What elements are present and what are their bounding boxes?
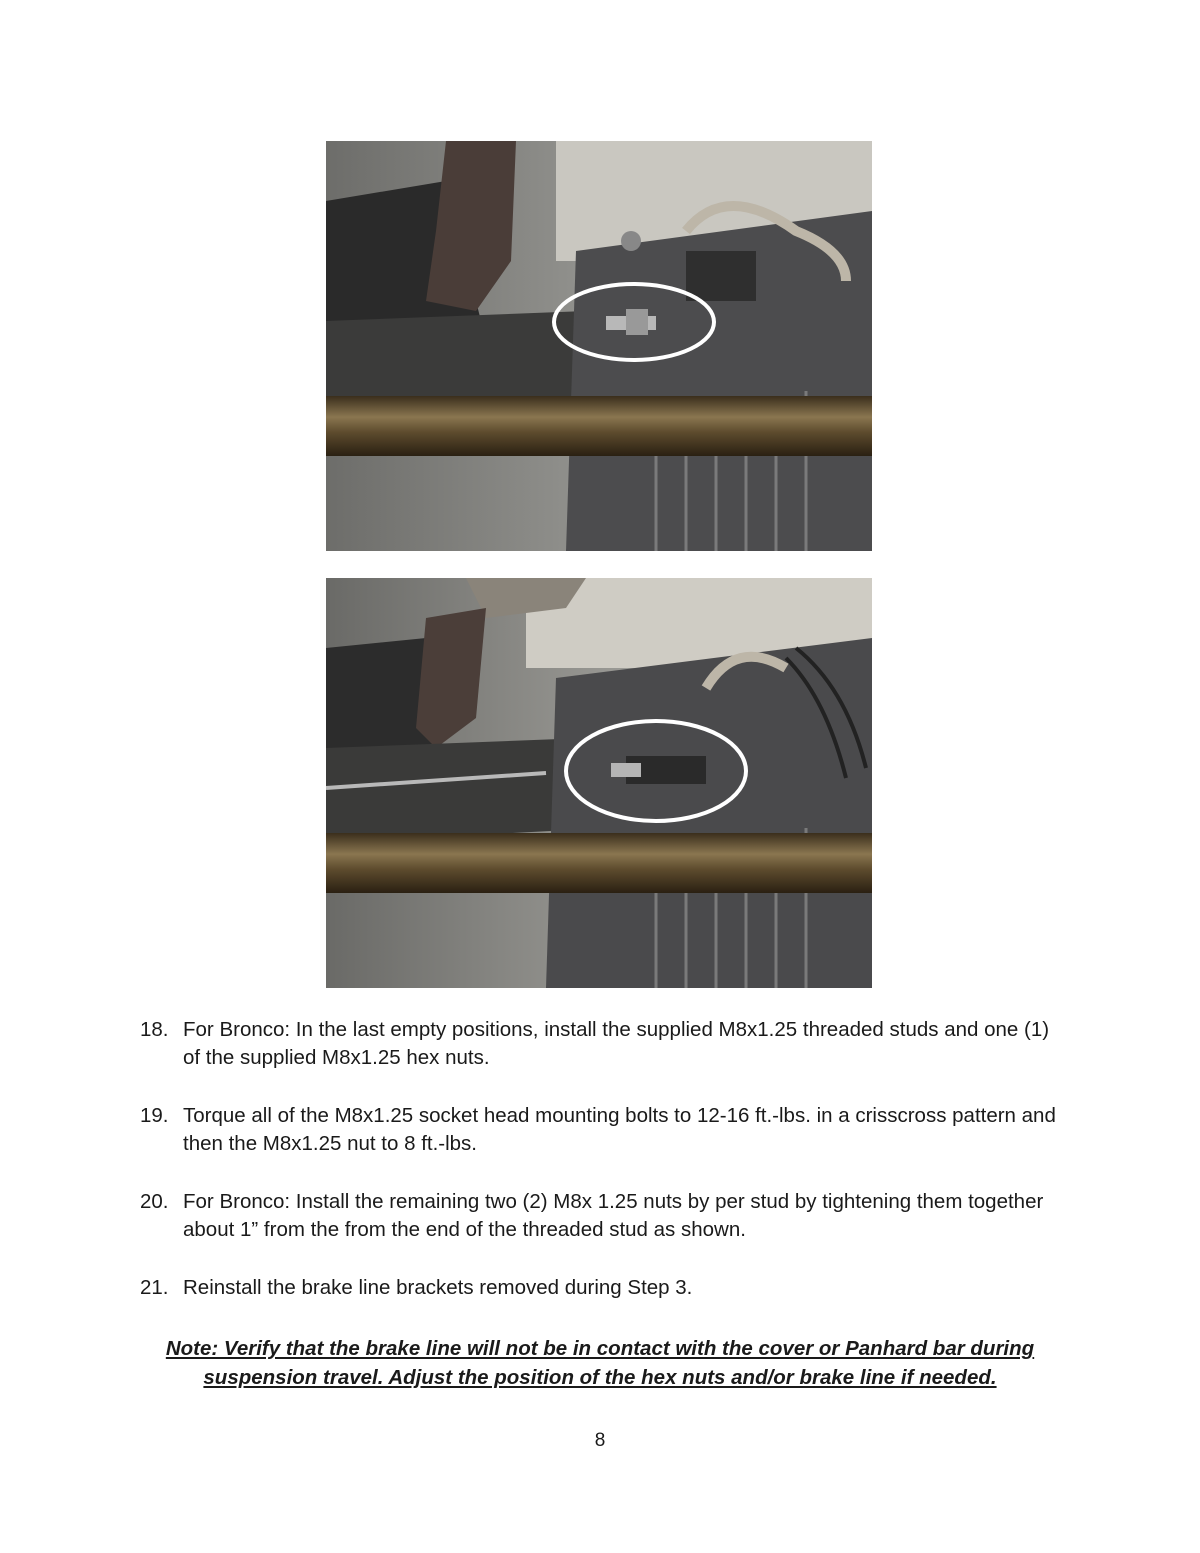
step-text: Torque all of the M8x1.25 socket head mounting bolts to 12-16 ft.-lbs. in a crisscross pattern and then the M8x1.25 nut to 8 ft.-lbs. [183,1104,1056,1155]
step-18 [140,1016,1060,1072]
step-text: Reinstall the brake line brackets removed during Step 3. [183,1276,693,1299]
step-number: 18. [140,1018,169,1041]
note-line-2: suspension travel. Adjust the position of the hex nuts and/or brake line if needed. [203,1366,997,1389]
step-19 [140,1102,1060,1158]
step-number: 21. [140,1276,169,1299]
note-line-1: Note: Verify that the brake line will not be in contact with the cover or Panhard bar during [165,1337,1035,1360]
photo-brake-line-installed [326,578,872,988]
note-warning [120,1334,1080,1392]
step-number: 20. [140,1190,169,1213]
step-20 [140,1188,1060,1244]
page-number: 8 [594,1430,606,1451]
instruction-steps [140,1016,1060,1302]
step-text: For Bronco: Install the remaining two (2) M8x 1.25 nuts by per stud by tightening them together about 1” from the from the end of the threaded stud as shown. [183,1190,1044,1241]
step-21 [140,1274,1060,1302]
step-text: For Bronco: In the last empty positions, install the supplied M8x1.25 threaded studs and one (1) of the supplied M8x1.25 hex nuts. [183,1018,1050,1069]
step-number: 19. [140,1104,169,1127]
photo-stud-installed [326,141,872,551]
